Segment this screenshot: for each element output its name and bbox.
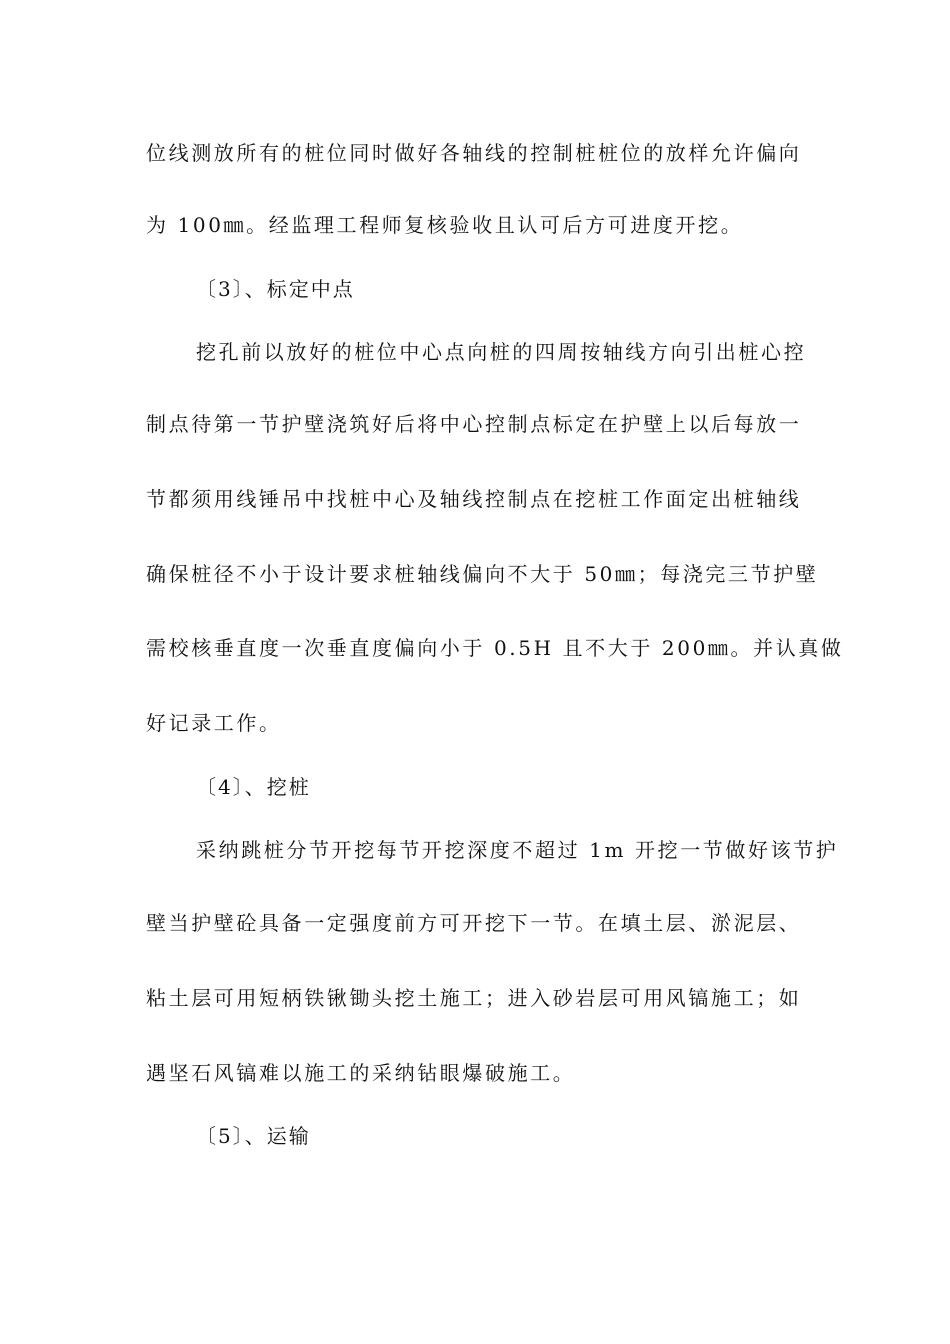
paragraph-line: 位线测放所有的桩位同时做好各轴线的控制桩桩位的放样允许偏向 xyxy=(146,141,802,165)
paragraph-line: 壁当护壁砼具备一定强度前方可开挖下一节。在填土层、淤泥层、 xyxy=(146,911,802,935)
paragraph-line: 制点待第一节护壁浇筑好后将中心控制点标定在护壁上以后每放一 xyxy=(146,412,802,436)
paragraph-line: 挖孔前以放好的桩位中心点向桩的四周按轴线方向引出桩心控 xyxy=(196,340,807,364)
paragraph-line: 粘土层可用短柄铁锹锄头挖土施工；进入砂岩层可用风镐施工；如 xyxy=(146,986,802,1010)
section-heading-3: 〔3〕、标定中点 xyxy=(196,277,355,301)
paragraph-line: 好记录工作。 xyxy=(146,711,282,735)
paragraph-line: 需校核垂直度一次垂直度偏向小于 0.5H 且不大于 200㎜。并认真做 xyxy=(146,636,844,660)
paragraph-line: 为 100㎜。经监理工程师复核验收且认可后方可进度开挖。 xyxy=(146,213,744,237)
paragraph-line: 遇坚石风镐难以施工的采纳钻眼爆破施工。 xyxy=(146,1061,576,1085)
paragraph-line: 节都须用线锤吊中找桩中心及轴线控制点在挖桩工作面定出桩轴线 xyxy=(146,487,802,511)
paragraph-line: 采纳跳桩分节开挖每节开挖深度不超过 1m 开挖一节做好该节护 xyxy=(196,838,839,862)
paragraph-line: 确保桩径不小于设计要求桩轴线偏向不大于 50㎜；每浇完三节护壁 xyxy=(146,562,819,586)
section-heading-4: 〔4〕、挖桩 xyxy=(196,775,311,799)
section-heading-5: 〔5〕、运输 xyxy=(196,1124,311,1148)
